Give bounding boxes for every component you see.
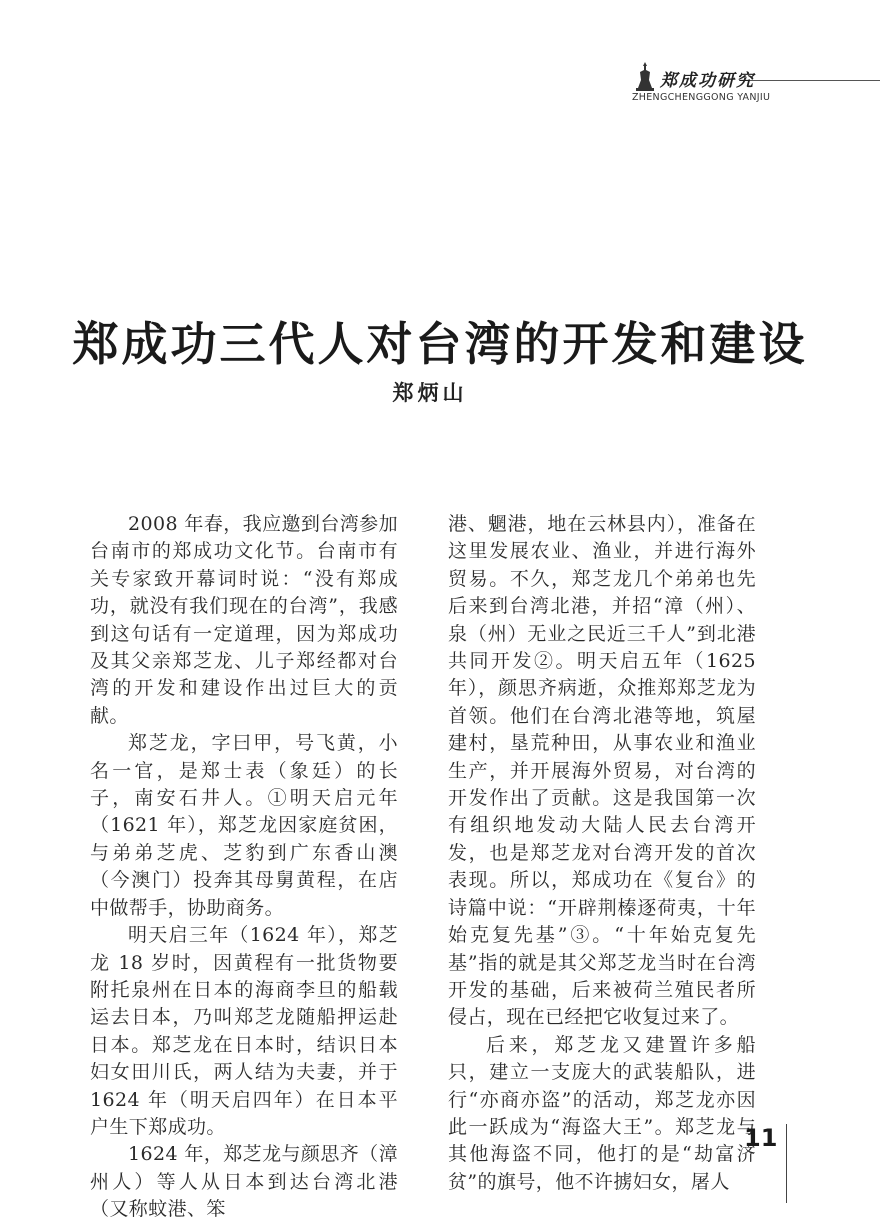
body-column-right bbox=[448, 511, 756, 1196]
paragraph: 明天启三年（1624 年），郑芝龙 18 岁时，因黄程有一批货物要附托泉州在日本的海商李旦的船载运去日本，乃叫郑芝龙随船押运赴日本。郑芝龙在日本时，结识日本妇女田川氏，两人结为夫妻，并于 1624 年（明天启四年）在日本平户生下郑成功。 bbox=[90, 924, 398, 1138]
statue-icon bbox=[632, 60, 658, 92]
paragraph: 2008 年春，我应邀到台湾参加台南市的郑成功文化节。台南市有关专家致开幕词时说：“没有郑成功，就没有我们现在的台湾”，我感到这句话有一定道理，因为郑成功及其父亲郑芝龙、儿子郑经都对台湾的开发和建设作出过巨大的贡献。 bbox=[90, 513, 398, 727]
article-author: 郑炳山 bbox=[392, 380, 468, 405]
journal-subtitle: ZHENGCHENGGONG YANJIU bbox=[632, 92, 771, 103]
paragraph: 港、魍港，地在云林县内），准备在这里发展农业、渔业，并进行海外贸易。不久，郑芝龙几个弟弟也先后来到台湾北港，并招“漳（州）、泉（州）无业之民近三千人”到北港共同开发②。明天启五年（1625 年），颜思齐病逝，众推郑郑芝龙为首领。他们在台湾北港等地，筑屋建村，垦荒种田，从事农业和渔业生产，并开展海外贸易，对台湾的开发作出了贡献。这是我国第一次有组织地发动大陆人民去台湾开发，也是郑芝龙对台湾开发的首次表现。所以，郑成功在《复台》的诗篇中说：“开辟荆榛逐荷夷，十年始克复先基”③。“十年始克复先基”指的就是其父郑芝龙当时在台湾开发的基础，后来被荷兰殖民者所侵占，现在已经把它收复过来了。 bbox=[448, 513, 756, 1029]
article-title: 郑成功三代人对台湾的开发和建设 bbox=[72, 317, 808, 371]
body-column-left bbox=[90, 511, 398, 1224]
journal-header bbox=[630, 58, 880, 106]
page-rule bbox=[786, 1124, 787, 1203]
header-rule bbox=[750, 80, 880, 81]
paragraph: 1624 年，郑芝龙与颜思齐（漳州人）等人从日本到达台湾北港（又称蚊港、笨 bbox=[90, 1143, 398, 1221]
paragraph: 后来，郑芝龙又建置许多船只，建立一支庞大的武装船队，进行“亦商亦盗”的活动，郑芝龙亦因此一跃成为“海盗大王”。郑芝龙与其他海盗不同，他打的是“劫富济贫”的旗号，他不许掳妇女，屠人 bbox=[448, 1033, 756, 1193]
page-number: 11 bbox=[744, 1124, 778, 1152]
journal-title: 郑成功研究 bbox=[660, 71, 755, 91]
paragraph: 郑芝龙，字曰甲，号飞黄，小名一官，是郑士表（象廷）的长子，南安石井人。①明天启元年（1621 年），郑芝龙因家庭贫困，与弟弟芝虎、芝豹到广东香山澳（今澳门）投奔其母舅黄程，在店中做帮手，协助商务。 bbox=[90, 732, 398, 919]
